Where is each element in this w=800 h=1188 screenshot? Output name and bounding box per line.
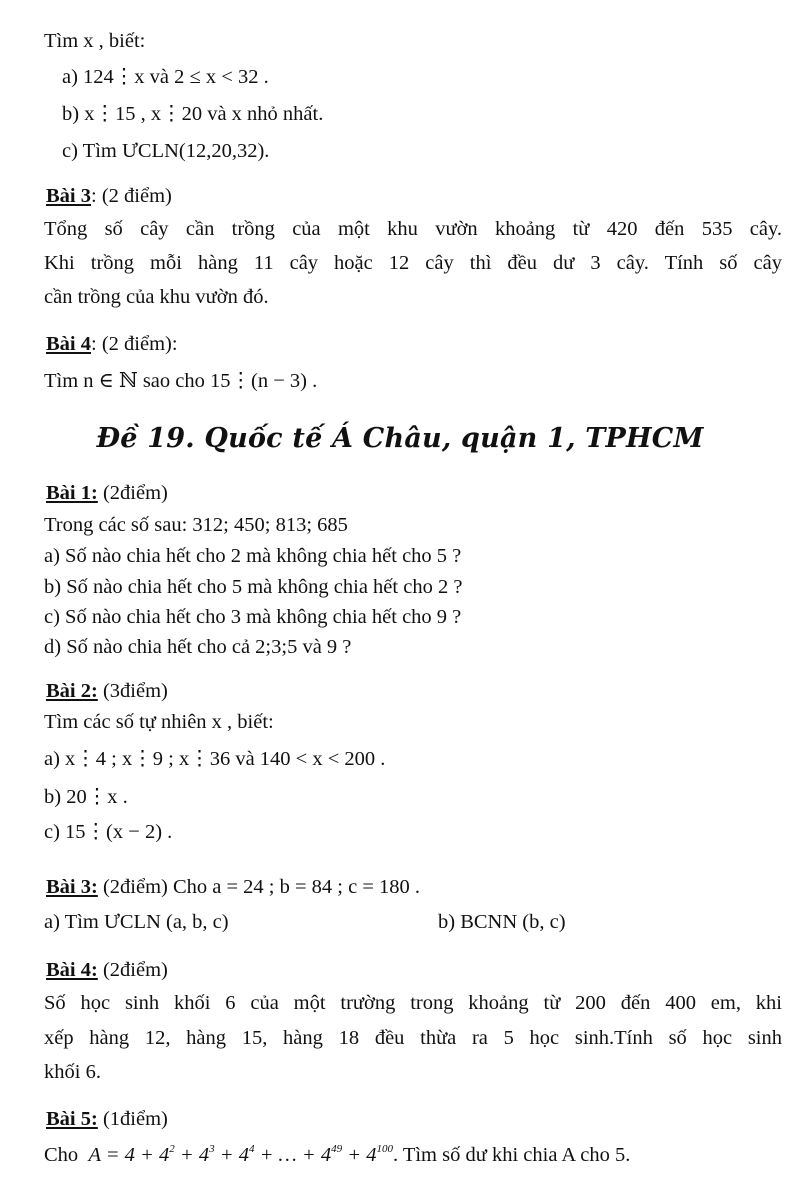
de19-bai2-label: Bài 2:: [46, 680, 98, 702]
de19-bai5-points: (1điểm): [97, 1108, 168, 1130]
de19-bai5-line-1: [44, 1142, 630, 1168]
expr-p5: + … + 4: [254, 1144, 332, 1166]
expr-p6: + 4: [342, 1144, 377, 1166]
bai4-heading: [46, 331, 178, 357]
de19-bai3-heading: [46, 874, 420, 900]
de19-bai3-points: (2điểm) Cho a = 24 ; b = 84 ; c = 180 .: [97, 876, 421, 898]
bai4-line-1: Tìm n ∈ ℕ sao cho 15⋮(n − 3) .: [44, 370, 318, 392]
part1-item-a: a) 124⋮x và 2 ≤ x < 32 .: [62, 66, 269, 88]
de19-bai4-points: (2điểm): [97, 959, 168, 981]
exp-100: 100: [376, 1143, 393, 1155]
de19-bai4-line-1: Số học sinh khối 6 của một trường trong khoảng từ 200 đến 400 em, khi: [44, 992, 782, 1014]
de19-bai2-item-b: b) 20⋮x .: [44, 786, 128, 808]
expr-start: A = 4 + 4: [88, 1144, 170, 1166]
expr-p4: + 4: [214, 1144, 249, 1166]
bai3-points: : (2 điểm): [91, 185, 172, 207]
de19-bai2-item-c: c) 15⋮(x − 2) .: [44, 821, 173, 843]
part1-intro: Tìm x , biết:: [44, 30, 146, 52]
bai5-cho: Cho: [44, 1144, 79, 1166]
de19-bai2-item-a: a) x⋮4 ; x⋮9 ; x⋮36 và 140 < x < 200 .: [44, 748, 386, 770]
bai4-label: Bài 4: [46, 333, 91, 355]
de19-bai1-intro: Trong các số sau: 312; 450; 813; 685: [44, 514, 348, 536]
exam-title: Đề 19. Quốc tế Á Châu, quận 1, TPHCM: [96, 423, 704, 454]
de19-bai4-heading: [46, 957, 168, 983]
de19-bai4-line-3: khối 6.: [44, 1061, 101, 1083]
de19-bai3-item-b: b) BCNN (b, c): [438, 911, 566, 933]
de19-bai2-heading: [46, 678, 168, 704]
bai4-points: : (2 điểm):: [91, 333, 178, 355]
de19-bai4-line-2: xếp hàng 12, hàng 15, hàng 18 đều thừa ra 5 học sinh.Tính số học sinh: [44, 1027, 782, 1049]
de19-bai1-label: Bài 1:: [46, 482, 98, 504]
de19-bai1-heading: [46, 480, 168, 506]
de19-bai3-label: Bài 3:: [46, 876, 98, 898]
bai5-expression: [88, 1144, 393, 1166]
exp-3: 3: [209, 1143, 215, 1155]
de19-bai1-item-b: b) Số nào chia hết cho 5 mà không chia hết cho 2 ?: [44, 576, 463, 598]
exp-49: 49: [331, 1143, 343, 1155]
bai3-line-2: Khi trồng mỗi hàng 11 cây hoặc 12 cây thì đều dư 3 cây. Tính số cây: [44, 252, 782, 274]
part1-item-c: c) Tìm ƯCLN(12,20,32).: [62, 140, 270, 162]
de19-bai3-item-a: a) Tìm ƯCLN (a, b, c): [44, 911, 229, 933]
expr-p3: + 4: [174, 1144, 210, 1166]
de19-bai4-label: Bài 4:: [46, 959, 98, 981]
part1-item-b: b) x⋮15 , x⋮20 và x nhỏ nhất.: [62, 103, 324, 125]
bai5-tail: . Tìm số dư khi chia A cho 5.: [392, 1144, 631, 1166]
bai3-heading: [46, 183, 172, 209]
de19-bai2-points: (3điểm): [97, 680, 168, 702]
de19-bai1-item-c: c) Số nào chia hết cho 3 mà không chia hết cho 9 ?: [44, 606, 462, 628]
exp-4: 4: [248, 1143, 255, 1155]
de19-bai5-label: Bài 5:: [46, 1108, 98, 1130]
de19-bai1-item-d: d) Số nào chia hết cho cả 2;3;5 và 9 ?: [44, 636, 352, 658]
exp-2: 2: [169, 1143, 175, 1155]
bai3-line-3: cần trồng của khu vườn đó.: [44, 286, 269, 308]
de19-bai2-intro: Tìm các số tự nhiên x , biết:: [44, 711, 274, 733]
de19-bai1-points: (2điểm): [97, 482, 168, 504]
de19-bai5-heading: [46, 1106, 168, 1132]
de19-bai1-item-a: a) Số nào chia hết cho 2 mà không chia hết cho 5 ?: [44, 545, 462, 567]
bai3-line-1: Tổng số cây cần trồng của một khu vườn khoảng từ 420 đến 535 cây.: [44, 218, 782, 240]
bai3-label: Bài 3: [46, 185, 91, 207]
